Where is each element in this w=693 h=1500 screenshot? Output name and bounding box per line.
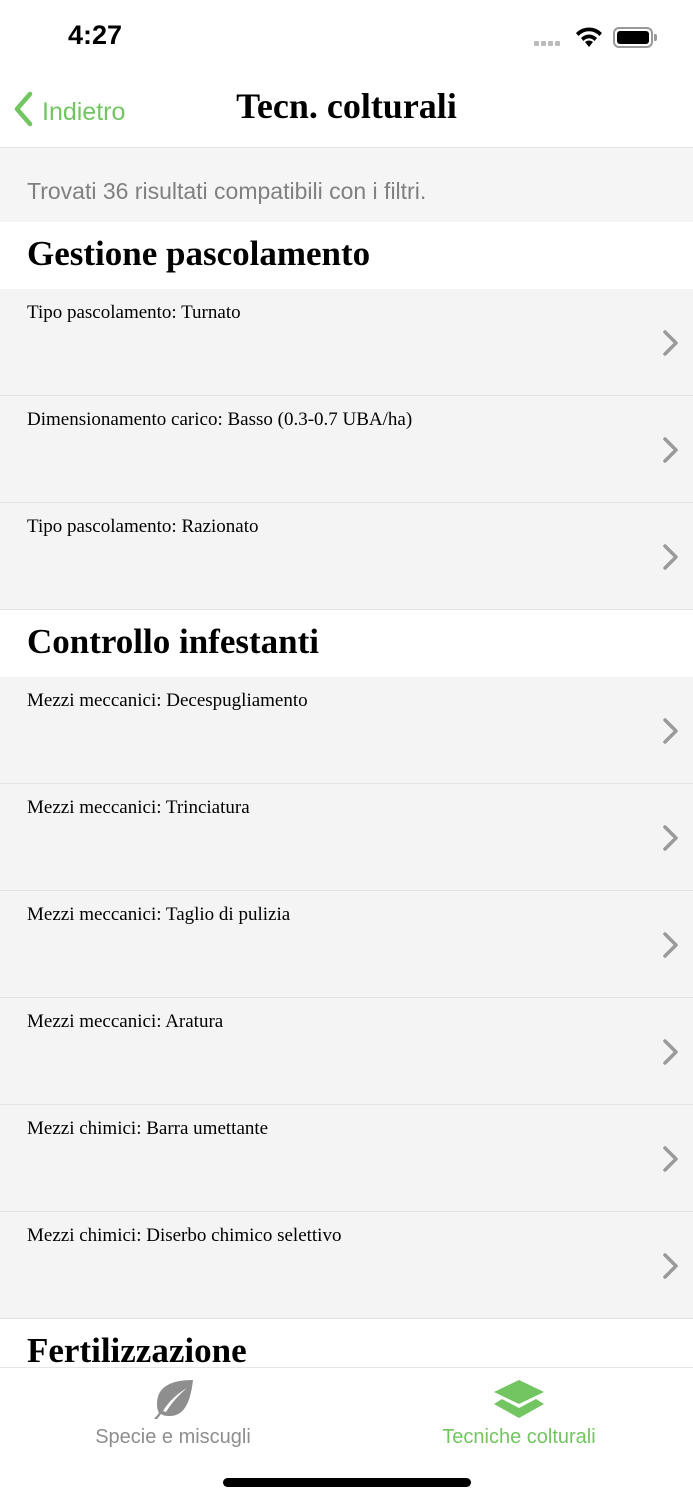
navigation-bar [0,75,693,148]
list-item-label: Mezzi meccanici: Taglio di pulizia [27,904,291,925]
chevron-right-icon [662,931,680,959]
back-label: Indietro [42,97,126,126]
list-item[interactable] [0,1212,693,1319]
list-item[interactable] [0,396,693,503]
chevron-right-icon [662,329,680,357]
battery-icon [613,27,653,48]
chevron-right-icon [662,1038,680,1066]
tab-label: Specie e miscugli [95,1426,251,1448]
leaf-icon [149,1378,197,1420]
list-item[interactable] [0,998,693,1105]
signal-icon [534,41,560,46]
chevron-right-icon [662,824,680,852]
clock: 4:27 [68,20,123,50]
page-title: Tecn. colturali [236,86,457,126]
section-header: Gestione pascolamento [0,222,693,289]
list-item-label: Mezzi meccanici: Trinciatura [27,797,250,818]
list-item[interactable] [0,1105,693,1212]
chevron-right-icon [662,436,680,464]
list-item-label: Mezzi chimici: Barra umettante [27,1118,269,1139]
list-item-label: Mezzi meccanici: Decespugliamento [27,690,308,711]
tab-label: Tecniche colturali [442,1426,596,1448]
tab-specie-miscugli[interactable] [0,1378,346,1449]
section-header: Controllo infestanti [0,610,693,677]
list-item[interactable] [0,784,693,891]
list-item-label: Tipo pascolamento: Turnato [27,302,241,323]
list-item[interactable] [0,891,693,998]
tab-tecniche-colturali[interactable] [346,1378,692,1449]
list-item-label: Mezzi chimici: Diserbo chimico selettivo [27,1225,342,1246]
list-item-label: Mezzi meccanici: Aratura [27,1011,224,1032]
chevron-right-icon [662,717,680,745]
results-count: Trovati 36 risultati compatibili con i filtri. [0,148,693,222]
results-list[interactable] [0,148,693,1367]
list-item-label: Tipo pascolamento: Razionato [27,516,259,537]
list-item-label: Dimensionamento carico: Basso (0.3-0.7 UBA/ha) [27,409,413,430]
wifi-icon [575,26,603,48]
list-item[interactable] [0,677,693,784]
list-item[interactable] [0,289,693,396]
chevron-right-icon [662,543,680,571]
chevron-right-icon [662,1145,680,1173]
status-bar [0,0,693,75]
section-header: Fertilizzazione [0,1319,693,1367]
home-indicator[interactable] [223,1478,471,1487]
list-item[interactable] [0,503,693,610]
layers-icon [492,1378,546,1420]
chevron-right-icon [662,1252,680,1280]
